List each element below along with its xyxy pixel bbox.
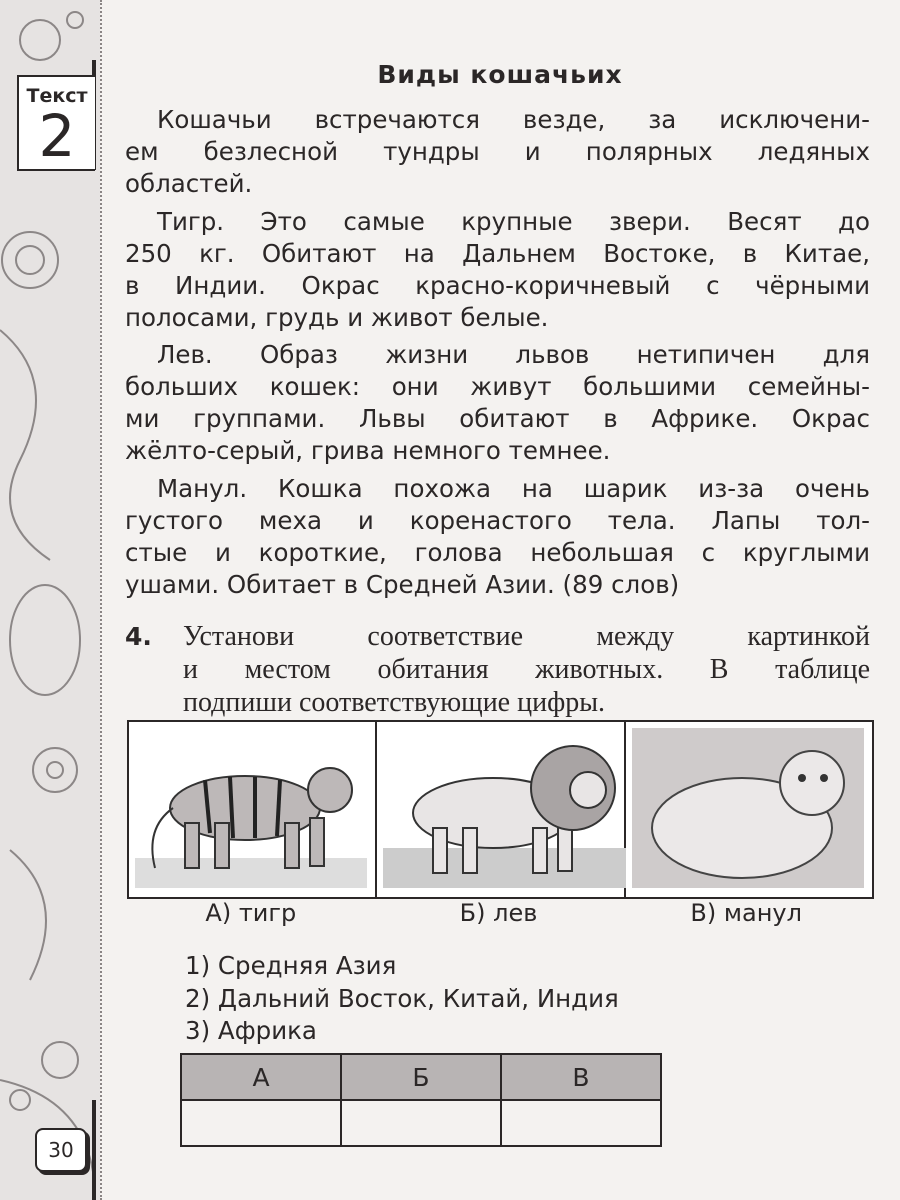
option-2: 2) Дальний Восток, Китай, Индия — [185, 983, 619, 1013]
caption-manul: В) манул — [690, 899, 802, 927]
answer-cell-v[interactable] — [501, 1100, 661, 1146]
text-line: 250 кг. Обитают на Дальнем Востоке, в Китае, — [125, 239, 870, 268]
text-line: ми группами. Львы обитают в Африке. Окрас — [125, 404, 870, 433]
habitat-options — [185, 950, 619, 1048]
text-line: ушами. Обитает в Средней Азии. (89 слов) — [125, 570, 680, 599]
text-line: Манул. Кошка похожа на шарик из-за очень — [157, 474, 870, 503]
badge-label: Текст — [26, 85, 88, 107]
text-line: полосами, грудь и живот белые. — [125, 303, 549, 332]
answer-table — [180, 1053, 662, 1147]
lion-illustration — [383, 728, 629, 888]
answer-header-a: А — [181, 1054, 341, 1100]
caption-lion: Б) лев — [459, 899, 538, 927]
caption-tiger: А) тигр — [205, 899, 297, 927]
floral-ornament-icon — [0, 0, 100, 1200]
badge-number: 2 — [38, 102, 76, 170]
text-line: жёлто-серый, грива немного темнее. — [125, 436, 611, 465]
answer-cell-a[interactable] — [181, 1100, 341, 1146]
text-line: в Индии. Окрас красно-коричневый с чёрными — [125, 271, 870, 300]
page-title: Виды кошачьих — [377, 60, 623, 89]
task-line: и местом обитания животных. В таблице — [183, 654, 870, 685]
manul-illustration — [632, 728, 864, 888]
task-line: подпиши соответствующие цифры. — [183, 687, 606, 718]
answer-header-b: Б — [341, 1054, 501, 1100]
task-line: Установи соответствие между картинкой — [183, 621, 870, 652]
manul-picture — [626, 722, 872, 897]
margin-divider — [100, 0, 102, 1200]
tiger-illustration — [135, 728, 367, 888]
text-line: Тигр. Это самые крупные звери. Весят до — [157, 207, 870, 236]
animal-pictures — [127, 720, 874, 899]
text-line: ем безлесной тундры и полярных ледяных — [125, 137, 870, 166]
text-line: стые и короткие, голова небольшая с круглыми — [125, 538, 870, 567]
text-number-badge — [17, 75, 95, 171]
lion-picture — [377, 722, 625, 897]
option-3: 3) Африка — [185, 1016, 317, 1045]
picture-captions — [127, 896, 870, 930]
task-number: 4. — [125, 622, 152, 651]
option-1: 1) Средняя Азия — [185, 951, 397, 980]
margin-decoration — [0, 0, 100, 1200]
text-line: Лев. Образ жизни львов нетипичен для — [157, 340, 870, 369]
page-number: 30 — [35, 1128, 87, 1172]
text-line: Кошачьи встречаются везде, за исключени- — [157, 105, 870, 134]
answer-cell-b[interactable] — [341, 1100, 501, 1146]
text-line: областей. — [125, 169, 253, 198]
paragraph-lion — [125, 339, 870, 467]
tiger-picture — [129, 722, 377, 897]
paragraph-tiger — [125, 206, 870, 334]
answer-header-v: В — [501, 1054, 661, 1100]
task-4 — [125, 620, 870, 719]
paragraph-intro — [125, 104, 870, 200]
paragraph-manul — [125, 473, 870, 601]
section-bar — [92, 1100, 96, 1200]
text-line: больших кошек: они живут большими семейны- — [125, 372, 870, 401]
text-line: густого меха и коренастого тела. Лапы тол- — [125, 506, 870, 535]
